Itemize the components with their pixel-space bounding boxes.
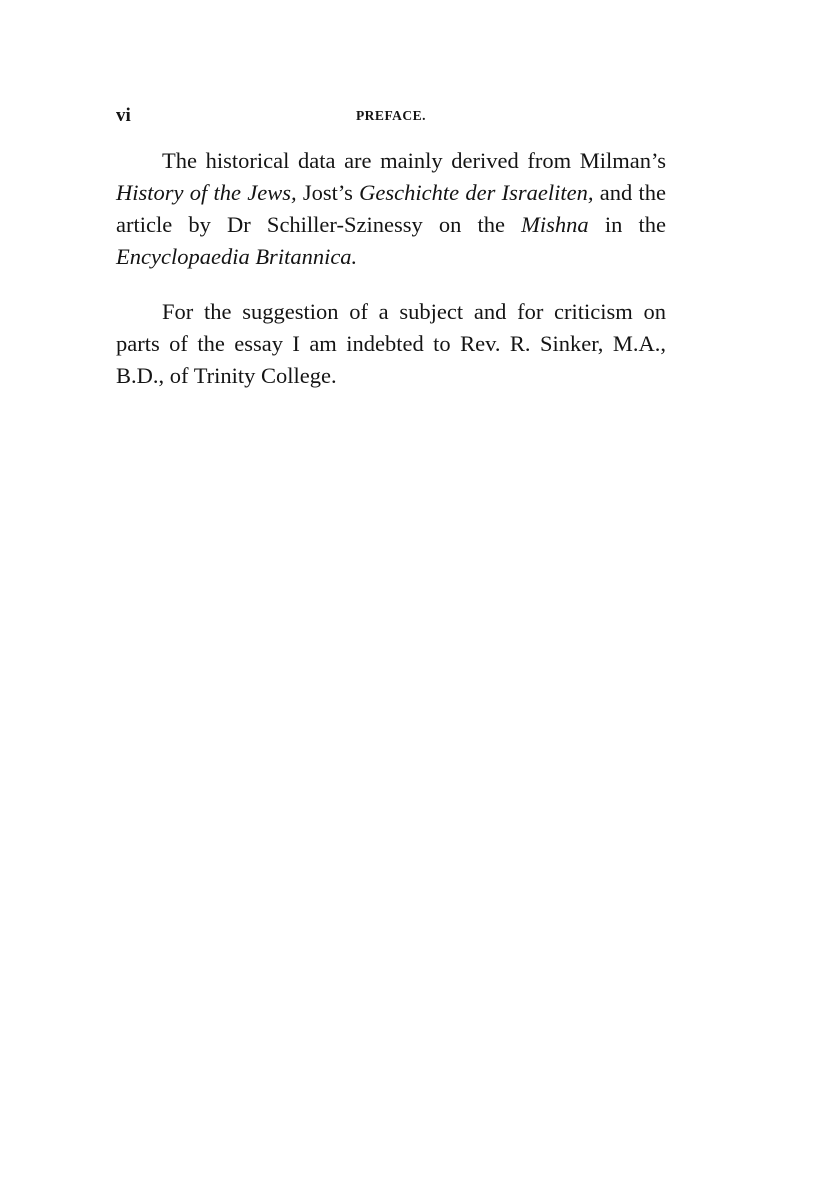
running-title: PREFACE. [355, 108, 427, 123]
italic-title-geschichte-der-israeliten: Geschichte der Israeliten, [359, 180, 594, 205]
text-segment: and the article by Dr Schiller-Szinessy on the [116, 180, 666, 237]
page-number: vi [116, 105, 131, 126]
paragraph-acknowledgement [116, 296, 666, 392]
text-segment: Jost’s [296, 180, 360, 205]
text-segment: The historical data are mainly derived from Milman’s [162, 148, 666, 173]
preface-body [116, 145, 666, 392]
italic-title-history-of-the-jews: History of the Jews, [116, 180, 297, 205]
running-head [116, 104, 666, 128]
text-segment: For the suggestion of a subject and for criticism on parts of the essay I am indebted to Rev. R. Sinker, M.A., B.D., of Trinity College. [116, 299, 666, 388]
italic-title-encyclopaedia-britannica: Encyclopaedia Britannica. [116, 244, 358, 269]
italic-title-mishna: Mishna [521, 212, 589, 237]
text-segment: in the [588, 212, 666, 237]
paragraph-sources [116, 145, 666, 273]
